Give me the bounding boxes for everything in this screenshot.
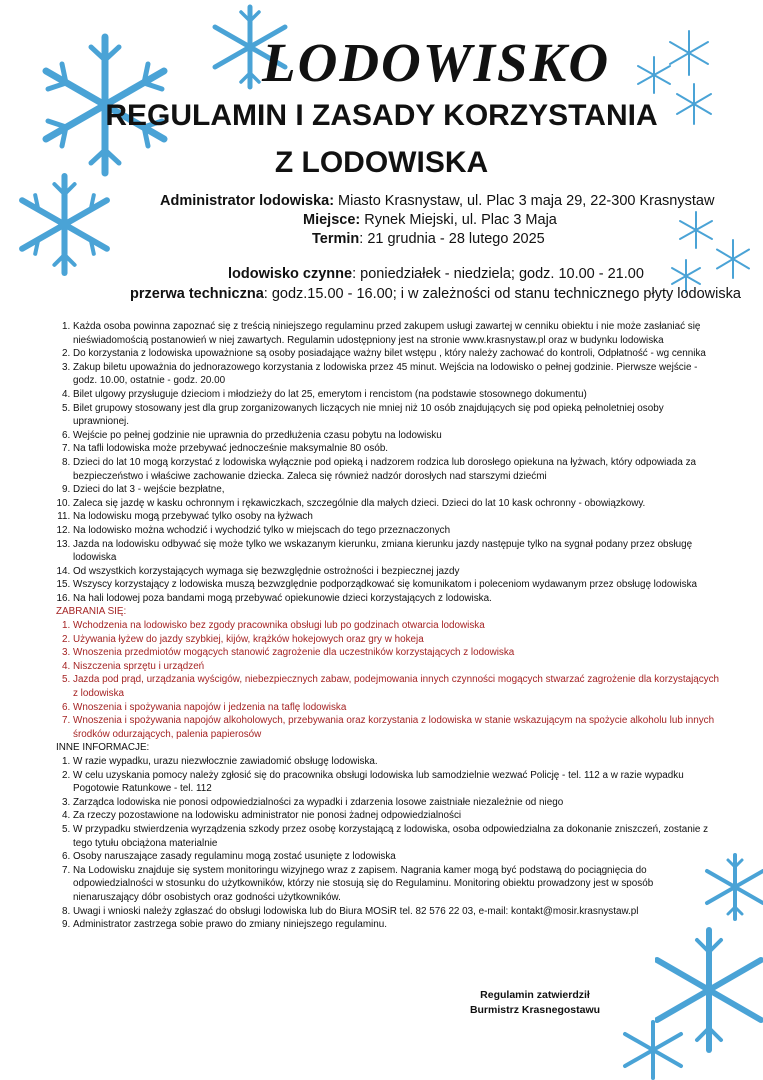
rules-list [56, 320, 721, 605]
forbidden-heading: ZABRANIA SIĘ: [56, 606, 127, 618]
subtitle-line-1: REGULAMIN I ZASADY KORZYSTANIA [105, 99, 658, 132]
other-info-item: 3. Zarządca lodowiska nie ponosi odpowiedzialności za wypadki i zdarzenia losowe zaistniałe niezależnie od niego [73, 796, 721, 810]
other-info-item: 5. W przypadku stwierdzenia wyrządzenia szkody przez osobę korzystającą z lodowiska, osoba odpowiedzialna za dokonanie zniszczeń, zostanie z tego tytułu obciążona materialnie [73, 823, 721, 850]
approval-signature [420, 988, 650, 1018]
other-info-item: 4. Za rzeczy pozostawione na lodowisku administrator nie ponosi żadnej odpowiedzialności [73, 809, 721, 823]
place-value: Rynek Miejski, ul. Plac 3 Maja [360, 212, 557, 228]
other-info-item: 1. W razie wypadku, urazu niezwłocznie zawiadomić obsługę lodowiska. [73, 755, 721, 769]
term-line [312, 229, 545, 249]
forbidden-item: 2. Używania łyżew do jazdy szybkiej, kijów, krążków hokejowych oraz gry w hokeja [73, 633, 721, 647]
rule-item: 13. Jazda na lodowisku odbywać się może tylko we wskazanym kierunku, zmiana kierunku jazdy następuje tylko na sygnał podany przez obsługę lodowiska [73, 538, 721, 565]
other-info-item: 8. Uwagi i wnioski należy zgłaszać do obsługi lodowiska lub do Biura MOSiR tel. 82 576 22 03, e-mail: kontakt@mosir.krasnystaw.pl [73, 905, 721, 919]
administrator-value: Miasto Krasnystaw, ul. Plac 3 maja 29, 22-300 Krasnystaw [334, 193, 715, 209]
snowflake-icon [618, 1020, 688, 1080]
rule-item: 9. Dzieci do lat 3 - wejście bezpłatne, [73, 483, 721, 497]
subtitle-line-2: Z LODOWISKA [274, 146, 489, 179]
forbidden-item: 6. Wnoszenia i spożywania napojów i jedzenia na taflę lodowiska [73, 701, 721, 715]
term-value: : 21 grudnia - 28 lutego 2025 [359, 231, 545, 247]
snowflake-icon [712, 238, 754, 280]
rule-item: 2. Do korzystania z lodowiska upoważnione są osoby posiadające ważny bilet wstępu , który należy zachować do kontroli, Odpłatność - wg cennika [73, 347, 721, 361]
rule-item: 3. Zakup biletu upoważnia do jednorazowego korzystania z lodowiska przez 45 minut. Wejścia na lodowisko o pełnej godzinie. Pierwsze wejście - godz. 10.00, ostatnie - godz. 20.00 [73, 361, 721, 388]
rule-item: 4. Bilet ulgowy przysługuje dzieciom i młodzieży do lat 25, emerytom i rencistom (na podstawie stosownego dokumentu) [73, 388, 721, 402]
opening-hours-label: lodowisko czynne [228, 266, 353, 282]
page-title: LODOWISKO [262, 32, 611, 93]
opening-hours-value: : poniedziałek - niedziela; godz. 10.00 - 21.00 [352, 266, 644, 282]
forbidden-item: 1. Wchodzenia na lodowisko bez zgody pracownika obsługi lub po godzinach otwarcia lodowiska [73, 619, 721, 633]
rule-item: 8. Dzieci do lat 10 mogą korzystać z lodowiska wyłącznie pod opieką i nadzorem rodzica lub dorosłego opiekuna na łyżwach, który odpowiada za bezpieczeństwo i właściwe zachowanie dziecka. Zaleca się również nadzór dorosłych nad starszymi dziećmi [73, 456, 721, 483]
forbidden-list [56, 619, 721, 741]
place-label: Miejsce: [303, 212, 361, 228]
term-label: Termin [312, 231, 360, 247]
technical-break-line [130, 284, 741, 304]
administrator-line [160, 191, 714, 211]
other-info-list [56, 755, 721, 932]
forbidden-item: 4. Niszczenia sprzętu i urządzeń [73, 660, 721, 674]
other-info-item: 6. Osoby naruszające zasady regulaminu mogą zostać usunięte z lodowiska [73, 850, 721, 864]
approval-line-2: Burmistrz Krasnegostawu [469, 1004, 601, 1016]
forbidden-item: 3. Wnoszenia przedmiotów mogących stanowić zagrożenie dla uczestników korzystających z lodowiska [73, 646, 721, 660]
snowflake-icon [676, 210, 716, 250]
rule-item: 7. Na tafli lodowiska może przebywać jednocześnie maksymalnie 80 osób. [73, 442, 721, 456]
regulations [56, 320, 721, 932]
place-line [303, 210, 557, 230]
technical-break-label: przerwa techniczna [130, 286, 264, 302]
rule-item: 11. Na lodowisku mogą przebywać tylko osoby na łyżwach [73, 510, 721, 524]
approval-line-1: Regulamin zatwierdził [480, 989, 590, 1001]
rule-item: 1. Każda osoba powinna zapoznać się z treścią niniejszego regulaminu przed zakupem usługi zawartej w cenniku obiektu i nie może zasłaniać się nieświadomością postanowień w niej zawartych. Regulamin udostępniony jest na stronie www.krasnystaw.pl oraz w budynku lodowiska [73, 320, 721, 347]
snowflake-icon [12, 172, 117, 277]
forbidden-item: 5. Jazda pod prąd, urządzania wyścigów, niebezpiecznych zabaw, podejmowania innych czynności mogących stwarzać zagrożenie dla korzystających z lodowiska [73, 673, 721, 700]
snowflake-icon [634, 55, 674, 95]
rule-item: 16. Na hali lodowej poza bandami mogą przebywać opiekunowie dzieci korzystających z lodowiska. [73, 592, 721, 606]
rule-item: 10. Zaleca się jazdę w kasku ochronnym i rękawiczkach, szczególnie dla małych dzieci. Dzieci do lat 10 kask ochronny - obowiązkowy. [73, 497, 721, 511]
other-info-item: 2. W celu uzyskania pomocy należy zgłosić się do pracownika obsługi lodowiska lub samodzielnie wezwać Policję - tel. 112 a w razie wypadku Pogotowie Ratunkowe - tel. 112 [73, 769, 721, 796]
rule-item: 6. Wejście po pełnej godzinie nie uprawnia do przedłużenia czasu pobytu na lodowisku [73, 429, 721, 443]
opening-hours-line [228, 264, 644, 284]
rule-item: 5. Bilet grupowy stosowany jest dla grup zorganizowanych liczących nie mniej niż 10 osób znajdujących się pod opieką pełnoletniej osoby uprawnionej. [73, 402, 721, 429]
other-info-item: 9. Administrator zastrzega sobie prawo do zmiany niniejszego regulaminu. [73, 918, 721, 932]
administrator-label: Administrator lodowiska: [160, 193, 335, 209]
other-info-heading: INNE INFORMACJE: [56, 742, 150, 754]
rule-item: 14. Od wszystkich korzystających wymaga się bezwzględnie ostrożności i bezpiecznej jazdy [73, 565, 721, 579]
forbidden-item: 7. Wnoszenia i spożywania napojów alkoholowych, przebywania oraz korzystania z lodowiska w stanie wskazującym na spożycie alkoholu lub innych środków odurzających, palenia papierosów [73, 714, 721, 741]
rule-item: 15. Wszyscy korzystający z lodowiska muszą bezwzględnie podporządkować się komunikatom i poleceniom wydawanym przez obsługę lodowiska [73, 578, 721, 592]
technical-break-value: : godz.15.00 - 16.00; i w zależności od stanu technicznego płyty lodowiska [263, 286, 741, 302]
other-info-item: 7. Na Lodowisku znajduje się system monitoringu wizyjnego wraz z zapisem. Nagrania kamer mogą być podstawą do pociągnięcia do odpowiedzialności w stosunku do użytkowników, którzy nie stosują się do Regulaminu. Monitoring obiektu prowadzony jest w sposób nienaruszający dóbr osobistych oraz godności użytkowników. [73, 864, 721, 905]
rule-item: 12. Na lodowisko można wchodzić i wychodzić tylko w miejscach do tego przeznaczonych [73, 524, 721, 538]
